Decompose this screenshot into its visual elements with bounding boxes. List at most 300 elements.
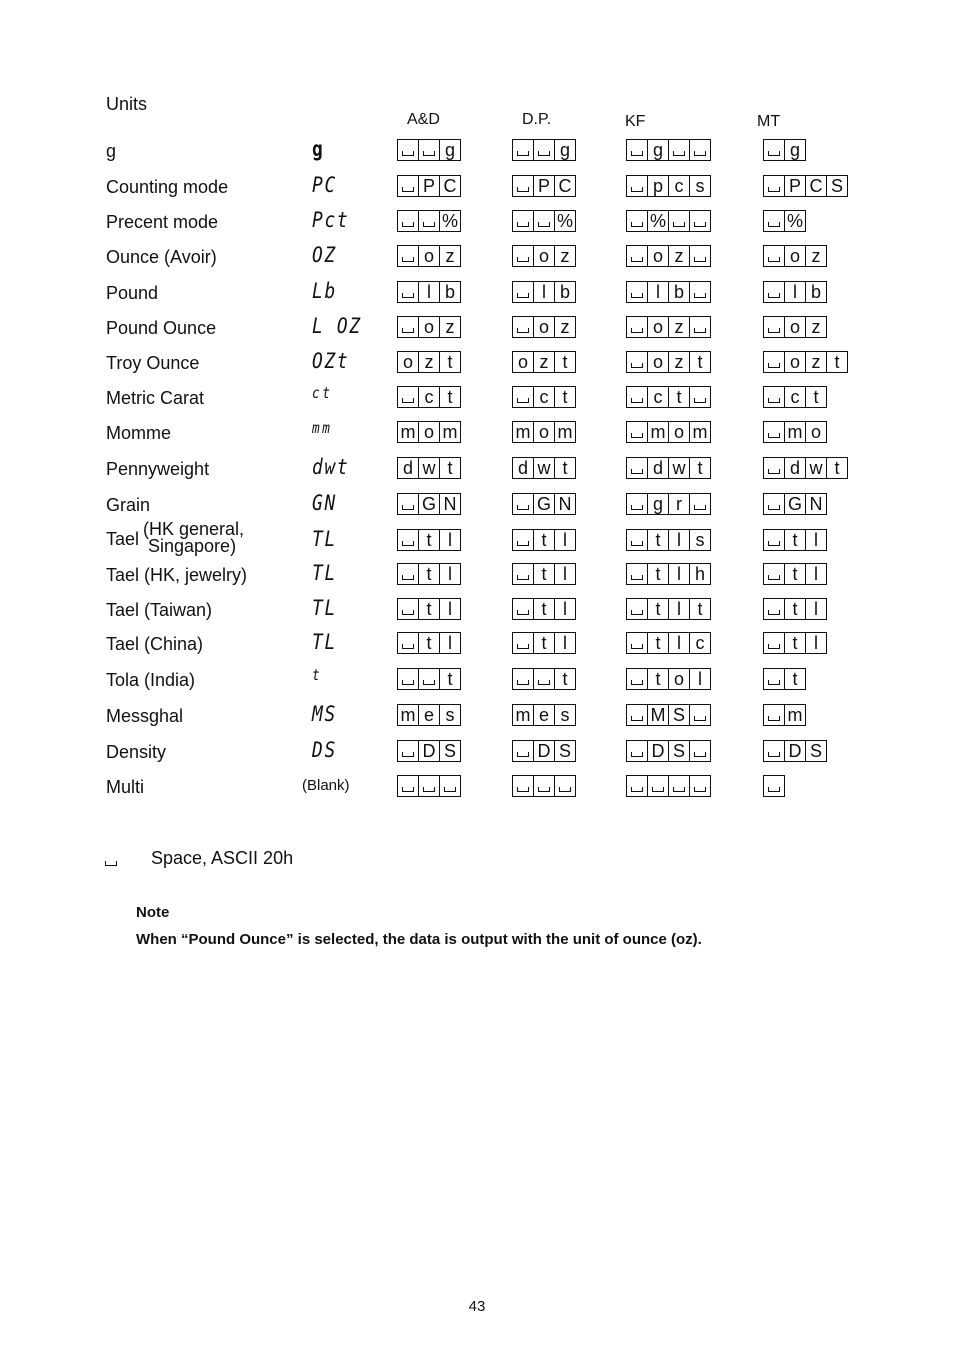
display-symbol: Lb — [312, 279, 337, 303]
char-cell: s — [554, 704, 576, 726]
char-cell: t — [647, 632, 669, 654]
display-symbol: TL — [312, 561, 337, 585]
space-symbol-icon — [694, 752, 706, 757]
char-cell: t — [784, 529, 806, 551]
char-cell: o — [647, 245, 669, 267]
space-symbol-icon — [517, 257, 529, 262]
space-cell — [626, 351, 648, 373]
unit-code-cells — [763, 563, 827, 585]
char-cell: z — [554, 245, 576, 267]
space-symbol-icon — [402, 293, 414, 298]
space-symbol-icon — [631, 328, 643, 333]
char-cell: l — [668, 598, 690, 620]
char-cell: c — [418, 386, 440, 408]
display-symbol: t — [312, 666, 323, 684]
space-symbol-icon — [631, 541, 643, 546]
char-cell: l — [668, 529, 690, 551]
char-cell: g — [647, 139, 669, 161]
char-cell: % — [647, 210, 669, 232]
unit-code-cells — [512, 210, 576, 232]
space-cell — [689, 281, 711, 303]
char-cell: l — [439, 598, 461, 620]
display-symbol: PC — [312, 173, 337, 197]
space-cell — [512, 775, 534, 797]
char-cell: c — [647, 386, 669, 408]
char-cell: z — [418, 351, 440, 373]
char-cell: t — [668, 386, 690, 408]
space-cell — [626, 386, 648, 408]
char-cell: t — [418, 598, 440, 620]
char-cell: g — [439, 139, 461, 161]
char-cell: l — [554, 529, 576, 551]
space-symbol-icon — [538, 787, 550, 792]
row-label: Density — [106, 742, 167, 762]
row-label: Grain — [106, 495, 151, 515]
unit-code-cells — [763, 740, 827, 762]
char-cell: b — [805, 281, 827, 303]
space-cell — [763, 632, 785, 654]
space-cell — [689, 245, 711, 267]
unit-code-cells — [512, 704, 576, 726]
space-cell — [512, 386, 534, 408]
char-cell: N — [805, 493, 827, 515]
space-symbol-icon — [402, 752, 414, 757]
char-cell: l — [554, 563, 576, 585]
space-symbol-icon — [631, 151, 643, 156]
unit-code-cells — [397, 493, 461, 515]
space-symbol-icon — [402, 398, 414, 403]
unit-code-cells — [763, 632, 827, 654]
space-symbol-icon — [768, 644, 780, 649]
unit-code-cells — [626, 563, 711, 585]
char-cell: z — [668, 351, 690, 373]
space-symbol-icon — [517, 398, 529, 403]
space-symbol-icon — [517, 787, 529, 792]
space-cell — [668, 139, 690, 161]
space-cell — [626, 457, 648, 479]
space-symbol-icon — [105, 853, 117, 871]
char-cell: t — [784, 668, 806, 690]
space-symbol-icon — [694, 505, 706, 510]
space-symbol-icon — [559, 787, 571, 792]
space-cell — [763, 493, 785, 515]
char-cell: D — [533, 740, 555, 762]
space-cell — [512, 245, 534, 267]
space-cell — [626, 421, 648, 443]
space-legend: Space, ASCII 20h — [151, 848, 294, 868]
section-title: Units — [106, 94, 148, 114]
char-cell: t — [689, 598, 711, 620]
space-cell — [626, 740, 648, 762]
space-symbol-icon — [631, 644, 643, 649]
space-cell — [763, 245, 785, 267]
space-cell — [397, 316, 419, 338]
char-cell: t — [689, 351, 711, 373]
space-symbol-icon — [631, 187, 643, 192]
space-cell — [397, 632, 419, 654]
row-label: Momme — [106, 423, 172, 443]
char-cell: l — [689, 668, 711, 690]
unit-code-cells — [397, 529, 461, 551]
space-symbol-icon — [402, 610, 414, 615]
space-symbol-icon — [402, 680, 414, 685]
char-cell: z — [439, 316, 461, 338]
display-symbol: ct — [312, 384, 333, 402]
display-symbol: TL — [312, 527, 337, 551]
display-symbol: OZt — [312, 349, 350, 373]
space-symbol-icon — [517, 575, 529, 580]
char-cell: p — [647, 175, 669, 197]
char-cell: t — [784, 632, 806, 654]
unit-code-cells — [512, 245, 576, 267]
space-symbol-icon — [768, 363, 780, 368]
space-symbol-icon — [402, 505, 414, 510]
space-cell — [397, 563, 419, 585]
space-cell — [397, 245, 419, 267]
space-cell — [397, 493, 419, 515]
space-cell — [418, 775, 440, 797]
display-symbol: L OZ — [312, 314, 362, 338]
unit-code-cells — [397, 668, 461, 690]
space-symbol-icon — [402, 787, 414, 792]
unit-code-cells — [763, 351, 848, 373]
unit-code-cells — [626, 775, 711, 797]
space-cell — [626, 598, 648, 620]
space-cell — [763, 316, 785, 338]
space-cell — [397, 529, 419, 551]
char-cell: s — [689, 175, 711, 197]
char-cell: t — [826, 457, 848, 479]
unit-code-cells — [763, 316, 827, 338]
space-symbol-icon — [768, 610, 780, 615]
char-cell: o — [418, 421, 440, 443]
char-cell: C — [439, 175, 461, 197]
space-cell — [689, 210, 711, 232]
char-cell: % — [554, 210, 576, 232]
display-symbol: TL — [312, 596, 337, 620]
space-cell — [668, 210, 690, 232]
unit-code-cells — [397, 421, 461, 443]
unit-code-cells — [626, 493, 711, 515]
display-symbol: OZ — [312, 243, 337, 267]
display-symbol: dwt — [312, 455, 350, 479]
space-symbol-icon — [402, 151, 414, 156]
row-label: Counting mode — [106, 177, 229, 197]
space-symbol-icon — [768, 257, 780, 262]
space-cell — [397, 139, 419, 161]
space-cell — [626, 563, 648, 585]
space-cell — [533, 139, 555, 161]
char-cell: M — [647, 704, 669, 726]
char-cell: t — [647, 529, 669, 551]
unit-code-cells — [626, 316, 711, 338]
row-label: Pennyweight — [106, 459, 210, 479]
space-cell — [626, 775, 648, 797]
char-cell: m — [784, 421, 806, 443]
unit-code-cells — [626, 386, 711, 408]
space-cell — [512, 281, 534, 303]
space-cell — [763, 775, 785, 797]
char-cell: z — [554, 316, 576, 338]
space-cell — [689, 386, 711, 408]
space-cell — [689, 316, 711, 338]
unit-code-cells — [626, 668, 711, 690]
page-number: 43 — [468, 1298, 486, 1315]
row-sublabel: (HK general, — [143, 519, 245, 539]
space-symbol-icon — [673, 151, 685, 156]
unit-code-cells — [763, 386, 827, 408]
space-symbol-icon — [517, 541, 529, 546]
space-cell — [533, 668, 555, 690]
space-symbol-icon — [631, 505, 643, 510]
space-cell — [763, 529, 785, 551]
space-symbol-icon — [517, 151, 529, 156]
char-cell: o — [647, 316, 669, 338]
space-cell — [689, 740, 711, 762]
space-symbol-icon — [631, 680, 643, 685]
char-cell: l — [805, 563, 827, 585]
space-cell — [763, 139, 785, 161]
char-cell: m — [784, 704, 806, 726]
unit-code-cells — [512, 493, 576, 515]
char-cell: c — [689, 632, 711, 654]
space-symbol-icon — [517, 610, 529, 615]
space-symbol-icon — [673, 787, 685, 792]
space-cell — [512, 210, 534, 232]
space-cell — [512, 175, 534, 197]
unit-code-cells — [397, 351, 461, 373]
display-symbol: MS — [312, 702, 337, 726]
display-symbol: TL — [312, 630, 337, 654]
space-symbol-icon — [402, 187, 414, 192]
unit-code-cells — [512, 175, 576, 197]
space-cell — [763, 668, 785, 690]
space-cell — [512, 598, 534, 620]
char-cell: l — [784, 281, 806, 303]
space-symbol-icon — [517, 644, 529, 649]
char-cell: d — [784, 457, 806, 479]
space-cell — [668, 775, 690, 797]
space-symbol-icon — [768, 680, 780, 685]
space-symbol-icon — [694, 787, 706, 792]
space-symbol-icon — [517, 328, 529, 333]
char-cell: w — [533, 457, 555, 479]
unit-code-cells — [397, 210, 461, 232]
char-cell: P — [418, 175, 440, 197]
space-symbol-icon — [538, 680, 550, 685]
row-label: Tael (Taiwan) — [106, 600, 213, 620]
char-cell: t — [533, 598, 555, 620]
space-symbol-icon — [402, 644, 414, 649]
unit-code-cells — [763, 529, 827, 551]
char-cell: m — [647, 421, 669, 443]
char-cell: c — [668, 175, 690, 197]
unit-code-cells — [397, 316, 461, 338]
space-cell — [626, 245, 648, 267]
space-cell — [397, 740, 419, 762]
space-cell — [763, 421, 785, 443]
space-symbol-icon — [631, 222, 643, 227]
space-cell — [763, 704, 785, 726]
unit-code-cells — [397, 457, 461, 479]
unit-code-cells — [626, 529, 711, 551]
unit-code-cells — [512, 316, 576, 338]
char-cell: t — [689, 457, 711, 479]
row-sublabel: Singapore) — [148, 536, 237, 556]
space-cell — [626, 529, 648, 551]
space-symbol-icon — [423, 680, 435, 685]
space-cell — [554, 775, 576, 797]
space-symbol-icon — [768, 469, 780, 474]
char-cell: G — [533, 493, 555, 515]
char-cell: g — [647, 493, 669, 515]
space-symbol-icon — [652, 787, 664, 792]
char-cell: t — [418, 632, 440, 654]
char-cell: t — [439, 386, 461, 408]
char-cell: l — [554, 632, 576, 654]
char-cell: t — [784, 563, 806, 585]
char-cell: t — [439, 351, 461, 373]
space-symbol-icon — [768, 575, 780, 580]
char-cell: % — [439, 210, 461, 232]
space-symbol-icon — [402, 257, 414, 262]
space-symbol-icon — [631, 469, 643, 474]
unit-code-cells — [512, 386, 576, 408]
char-cell: P — [784, 175, 806, 197]
row-label: Metric Carat — [106, 388, 205, 408]
char-cell: S — [826, 175, 848, 197]
char-cell: o — [418, 245, 440, 267]
space-symbol-icon — [631, 363, 643, 368]
char-cell: t — [784, 598, 806, 620]
space-symbol-icon — [631, 257, 643, 262]
space-symbol-icon — [517, 680, 529, 685]
space-symbol-icon — [768, 222, 780, 227]
space-cell — [763, 386, 785, 408]
char-cell: z — [668, 316, 690, 338]
unit-code-cells — [626, 457, 711, 479]
unit-code-cells — [626, 139, 711, 161]
space-cell — [397, 668, 419, 690]
unit-code-cells — [397, 175, 461, 197]
unit-code-cells — [512, 740, 576, 762]
space-symbol-icon — [631, 787, 643, 792]
column-header-kf: KF — [625, 113, 646, 130]
space-cell — [626, 704, 648, 726]
char-cell: t — [826, 351, 848, 373]
char-cell: d — [397, 457, 419, 479]
char-cell: o — [533, 245, 555, 267]
display-symbol: mm — [312, 419, 333, 437]
char-cell: h — [689, 563, 711, 585]
space-cell — [626, 668, 648, 690]
char-cell: D — [647, 740, 669, 762]
space-symbol-icon — [768, 398, 780, 403]
space-symbol-icon — [517, 293, 529, 298]
row-label: Precent mode — [106, 212, 219, 232]
space-symbol-icon — [423, 787, 435, 792]
char-cell: % — [784, 210, 806, 232]
char-cell: N — [439, 493, 461, 515]
unit-code-cells — [512, 563, 576, 585]
char-cell: o — [668, 421, 690, 443]
char-cell: c — [533, 386, 555, 408]
space-symbol-icon — [631, 398, 643, 403]
char-cell: t — [418, 529, 440, 551]
space-symbol-icon — [768, 151, 780, 156]
char-cell: C — [805, 175, 827, 197]
space-symbol-icon — [423, 222, 435, 227]
unit-code-cells — [512, 668, 576, 690]
char-cell: o — [647, 351, 669, 373]
space-cell — [512, 493, 534, 515]
space-symbol-icon — [631, 610, 643, 615]
char-cell: C — [554, 175, 576, 197]
unit-code-cells — [763, 457, 848, 479]
unit-code-cells — [626, 598, 711, 620]
space-symbol-icon — [538, 151, 550, 156]
space-symbol-icon — [768, 505, 780, 510]
space-cell — [418, 139, 440, 161]
column-header-ad: A&D — [407, 111, 440, 128]
unit-code-cells — [397, 281, 461, 303]
space-symbol-icon — [768, 328, 780, 333]
unit-code-cells — [397, 740, 461, 762]
unit-code-cells — [397, 598, 461, 620]
space-cell — [512, 668, 534, 690]
char-cell: l — [418, 281, 440, 303]
space-cell — [512, 632, 534, 654]
char-cell: l — [668, 632, 690, 654]
space-symbol-icon — [694, 293, 706, 298]
char-cell: g — [784, 139, 806, 161]
space-symbol-icon — [694, 222, 706, 227]
unit-code-cells — [763, 598, 827, 620]
row-label: g — [106, 141, 117, 161]
char-cell: m — [512, 421, 534, 443]
unit-code-cells — [626, 281, 711, 303]
unit-code-cells — [512, 139, 576, 161]
space-cell — [763, 740, 785, 762]
unit-code-cells — [763, 139, 806, 161]
char-cell: o — [512, 351, 534, 373]
space-cell — [626, 493, 648, 515]
space-symbol-icon — [631, 716, 643, 721]
unit-code-cells — [512, 632, 576, 654]
char-cell: e — [418, 704, 440, 726]
display-symbol: g — [312, 137, 325, 161]
space-cell — [763, 210, 785, 232]
char-cell: b — [668, 281, 690, 303]
char-cell: t — [418, 563, 440, 585]
char-cell: w — [668, 457, 690, 479]
char-cell: S — [554, 740, 576, 762]
space-cell — [763, 281, 785, 303]
unit-code-cells — [626, 632, 711, 654]
space-symbol-icon — [423, 151, 435, 156]
char-cell: o — [784, 316, 806, 338]
space-symbol-icon — [673, 222, 685, 227]
space-symbol-icon — [517, 752, 529, 757]
char-cell: z — [805, 245, 827, 267]
space-cell — [533, 210, 555, 232]
char-cell: l — [805, 529, 827, 551]
unit-code-cells — [763, 704, 806, 726]
space-cell — [626, 139, 648, 161]
char-cell: D — [418, 740, 440, 762]
char-cell: e — [533, 704, 555, 726]
char-cell: s — [689, 529, 711, 551]
